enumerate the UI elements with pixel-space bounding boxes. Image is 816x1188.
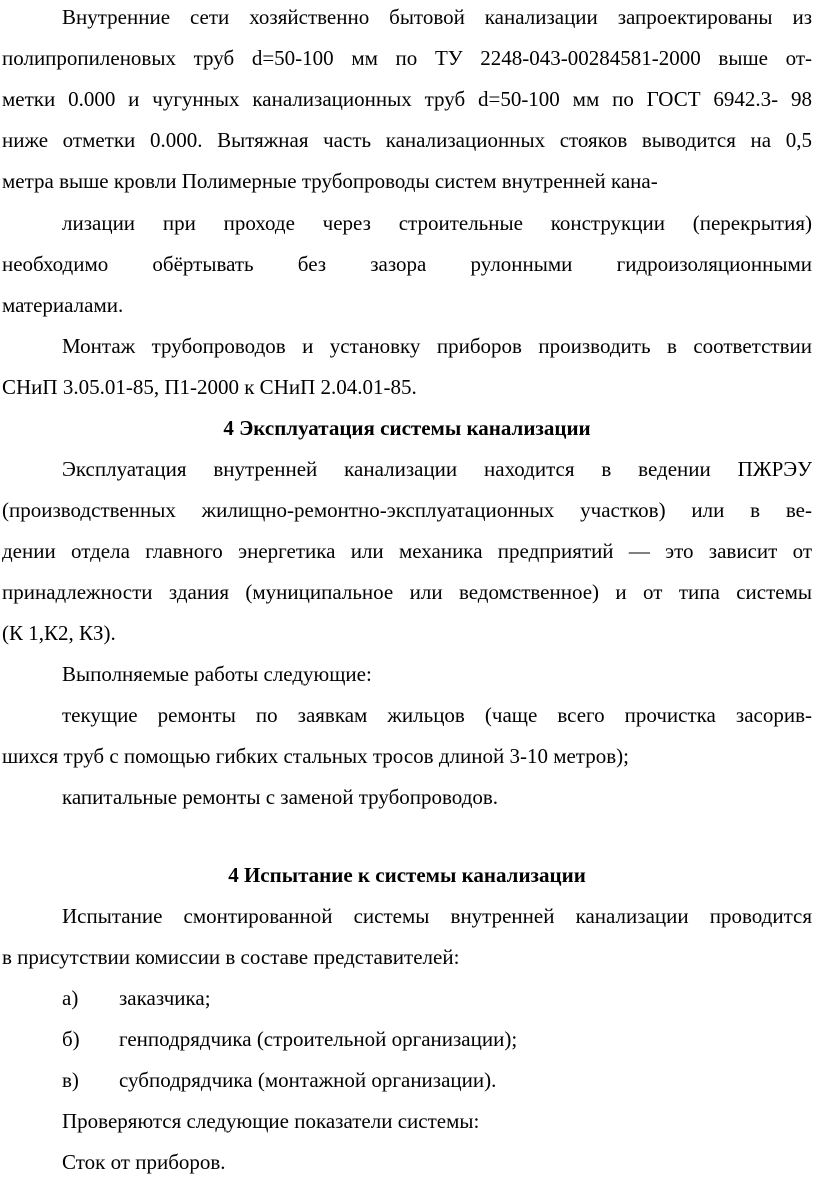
section-heading: 4 Испытание к системы канализации [228, 863, 586, 887]
paragraph-line: лизации при проходе через строительные конструкции (перекрытия) [62, 211, 812, 235]
list-item-text: заказчика; [119, 986, 211, 1010]
paragraph-line: Проверяются следующие показатели системы: [62, 1109, 480, 1133]
list-item-text: субподрядчика (монтажной организации). [119, 1068, 497, 1092]
paragraph-line: Сток от приборов. [62, 1150, 226, 1174]
list-item [0, 1024, 816, 1054]
list-item-text: генподрядчика (строительной организации); [119, 1027, 518, 1051]
paragraph-line: Эксплуатация внутренней канализации находится в ведении ПЖРЭУ [62, 457, 812, 481]
paragraph-line: Внутренние сети хозяйственно бытовой канализации запроектированы из [62, 5, 812, 29]
paragraph-line: полипропиленовых труб d=50-100 мм по ТУ 2248-043-00284581-2000 выше от- [2, 46, 812, 70]
paragraph-line: Монтаж трубопроводов и установку приборов производить в соответствии [62, 334, 812, 358]
section-heading: 4 Эксплуатация системы канализации [223, 416, 591, 440]
paragraph-line: необходимо обёртывать без зазора рулонными гидроизоляционными [2, 252, 812, 276]
paragraph-line: Выполняемые работы следующие: [62, 662, 372, 686]
list-marker: в) [62, 1068, 79, 1092]
paragraph-line: метки 0.000 и чугунных канализационных труб d=50-100 мм по ГОСТ 6942.3- 98 [2, 87, 812, 111]
paragraph-line: в присутствии комиссии в составе представителей: [2, 945, 460, 969]
paragraph-line: Испытание смонтированной системы внутренней канализации проводится [62, 904, 812, 928]
list-item [0, 983, 816, 1013]
paragraph-line: ниже отметки 0.000. Вытяжная часть канализационных стояков выводится на 0,5 [2, 128, 812, 152]
paragraph-line: шихся труб с помощью гибких стальных тросов длиной 3-10 метров); [2, 744, 629, 768]
paragraph-line: капитальные ремонты с заменой трубопроводов. [62, 785, 499, 809]
list-marker: а) [62, 986, 79, 1010]
paragraph-line: метра выше кровли Полимерные трубопроводы систем внутренней кана- [2, 169, 658, 193]
paragraph-line: СНиП 3.05.01-85, П1-2000 к СНиП 2.04.01-85. [2, 375, 417, 399]
list-item [0, 1065, 816, 1095]
paragraph-line: материалами. [2, 293, 124, 317]
paragraph-line: (К 1,К2, КЗ). [2, 621, 116, 645]
paragraph-line: текущие ремонты по заявкам жильцов (чаще всего прочистка засорив- [62, 703, 812, 727]
paragraph-line: дении отдела главного энергетика или механика предприятий — это зависит от [2, 539, 812, 563]
list-marker: б) [62, 1027, 80, 1051]
paragraph-line: (производственных жилищно-ремонтно-эксплуатационных участков) или в ве- [2, 498, 812, 522]
paragraph-line: принадлежности здания (муниципальное или ведомственное) и от типа системы [2, 580, 812, 604]
